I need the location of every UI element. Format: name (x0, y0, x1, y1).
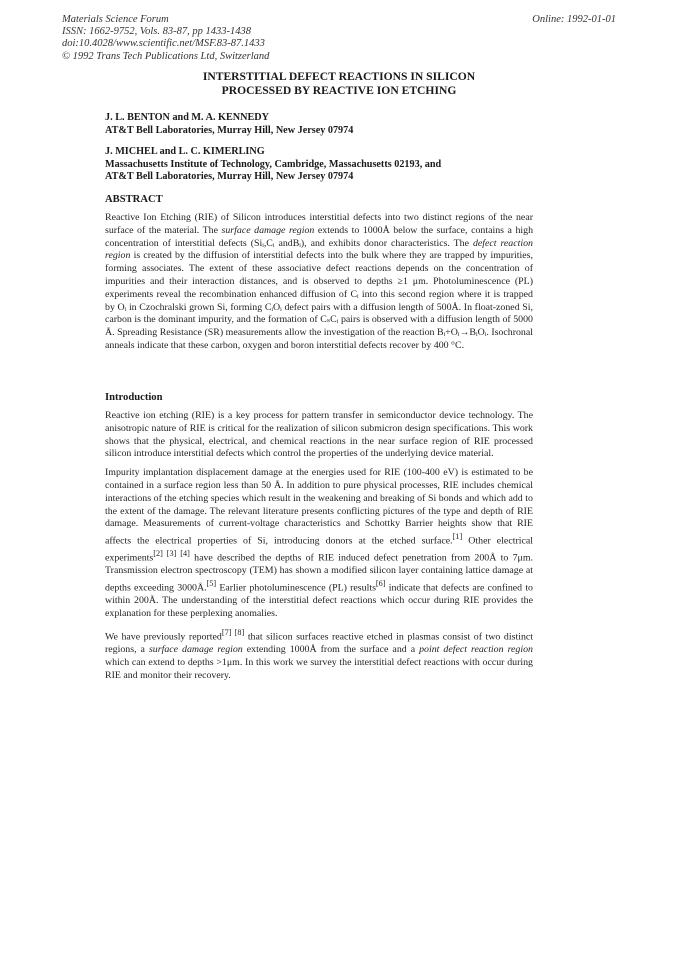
intro-p3-text-a: We have previously reported (105, 631, 222, 643)
intro-p2-text-a: Impurity implantation displacement damage at the energies used for RIE (100-400 eV) is estimated to be contained in a surface region less than 50 Å. In addition to pure physical processes, RIE includes chemical interactions of the etching species which result in the weakening and breaking of Si bonds and which add to the extent of the damage. The relevant literature presents conflicting pictures of the type and depth of RIE damage. Measurements of current-voltage characteristics and Schottky Barrier heights show that RIE affects the electrical properties of Si, introducing donors at the etched surface. (105, 467, 533, 547)
author-affiliation-2a: Massachusetts Institute of Technology, Cambridge, Massachusetts 02193, and (105, 158, 442, 170)
introduction-body (105, 410, 533, 688)
intro-paragraph-1: Reactive ion etching (RIE) is a key process for pattern transfer in semiconductor device technology. The anisotropic nature of RIE is critical for the realization of silicon submicron design specifications. This work shows that the physical, electrical, and chemical reactions in the near surface region of RIE processed silicon introduce interstitial defects which control the properties of the underlying device material. (105, 410, 533, 460)
title-line-1: INTERSTITIAL DEFECT REACTIONS IN SILICON (202, 70, 476, 83)
abstract-text-3: is created by the diffusion of interstitial defects into the bulk where they are trapped by impurities, forming associates. The extent of these associative defect reactions depends on the concentration of impurities and their interaction distances, and is observed to depths ≥1 μm. Photoluminescence (PL) experiments reveal the recombination enhanced diffusion of Cᵢ into this second region where it is trapped by Oᵢ in Czochralski grown Si, forming CᵢOᵢ defect pairs with a diffusion length of 500Å. In float-zoned Si, carbon is the dominant impurity, and the formation of CₛCᵢ pairs is observed with a diffusion length of 5000 Å. Spreading Resistance (SR) measurements allow the investigation of the reaction Bᵢ+Oᵢ→BᵢOᵢ. Isochronal anneals indicate that these carbon, oxygen and boron interstitial defects recover by 400 °C. (105, 250, 533, 351)
introduction-heading: Introduction (105, 392, 163, 403)
abstract-paragraph (105, 212, 533, 353)
paper-title (62, 70, 616, 98)
intro-p2-text-e: indicate that defects are confined to within 200Å. The understanding of the interstitial defect reactions which occur during RIE provides the explanation for these perplexing anomalies. (105, 582, 533, 620)
abstract-term-defect-reaction: defect reaction region (105, 237, 533, 262)
citation-header (62, 14, 269, 63)
intro-p2-text-b: Other electrical experiments (105, 535, 533, 564)
copyright-line: © 1992 Trans Tech Publications Ltd, Switzerland (62, 50, 270, 62)
author-names-1: J. L. BENTON and M. A. KENNEDY (105, 112, 269, 123)
author-names-2: J. MICHEL and L. C. KIMERLING (105, 146, 265, 157)
intro-paragraph-2 (105, 467, 533, 621)
title-line-2: PROCESSED BY REACTIVE ION ETCHING (221, 84, 457, 97)
abstract-body (105, 212, 533, 359)
intro-paragraph-3 (105, 627, 533, 682)
abstract-text-1: Reactive Ion Etching (RIE) of Silicon introduces interstitial defects into two distinct regions of the near surface of the material. The (105, 212, 533, 236)
citation-ref-7-8: [7] [8] (221, 627, 245, 637)
journal-name: Materials Science Forum (62, 14, 169, 25)
intro-p3-text-d: which can extend to depths >1μm. In this work we survey the interstitial defect reactions with occur during RIE and monitor their recovery. (105, 656, 533, 681)
citation-ref-2-3-4: [2] [3] [4] (153, 549, 190, 559)
author-group-1 (105, 112, 535, 137)
author-affiliation-1: AT&T Bell Laboratories, Murray Hill, New Jersey 07974 (105, 124, 354, 136)
doi-line: doi:10.4028/www.scientific.net/MSF.83-87.1433 (62, 38, 265, 50)
intro-p3-text-b: that silicon surfaces reactive etched in plasmas consist of two distinct regions, a (105, 631, 534, 655)
author-group-2 (105, 146, 535, 184)
intro-p2-text-d: Earlier photoluminescence (PL) results (216, 582, 376, 594)
citation-ref-1: [1] (452, 532, 463, 542)
intro-p2-text-c: have described the depths of RIE induced defect penetration from 200Å to 7μm. Transmission electron spectroscopy (TEM) has shown a modified silicon layer containing lattice damage at depths exceeding 3000Å. (105, 552, 533, 594)
online-date: Online: 1992-01-01 (532, 14, 616, 25)
citation-ref-5: [5] (206, 579, 217, 589)
citation-ref-6: [6] (375, 579, 386, 589)
issn-line: ISSN: 1662-9752, Vols. 83-87, pp 1433-1438 (62, 26, 251, 38)
abstract-term-surface-damage: surface damage region (221, 224, 315, 236)
abstract-text-2: extends to 1000Å below the surface, contains a high concentration of interstitial defects (Siᵢ,Cᵢ andBᵢ), and exhibits donor characteristics. The (105, 224, 534, 249)
author-affiliation-2b: AT&T Bell Laboratories, Murray Hill, New Jersey 07974 (105, 171, 354, 182)
abstract-heading: ABSTRACT (105, 194, 163, 205)
intro-term-surface-damage: surface damage region (148, 643, 243, 655)
intro-p3-text-c: extending 1000Å from the surface and a (242, 643, 420, 655)
intro-term-point-defect: point defect reaction region (419, 643, 533, 655)
